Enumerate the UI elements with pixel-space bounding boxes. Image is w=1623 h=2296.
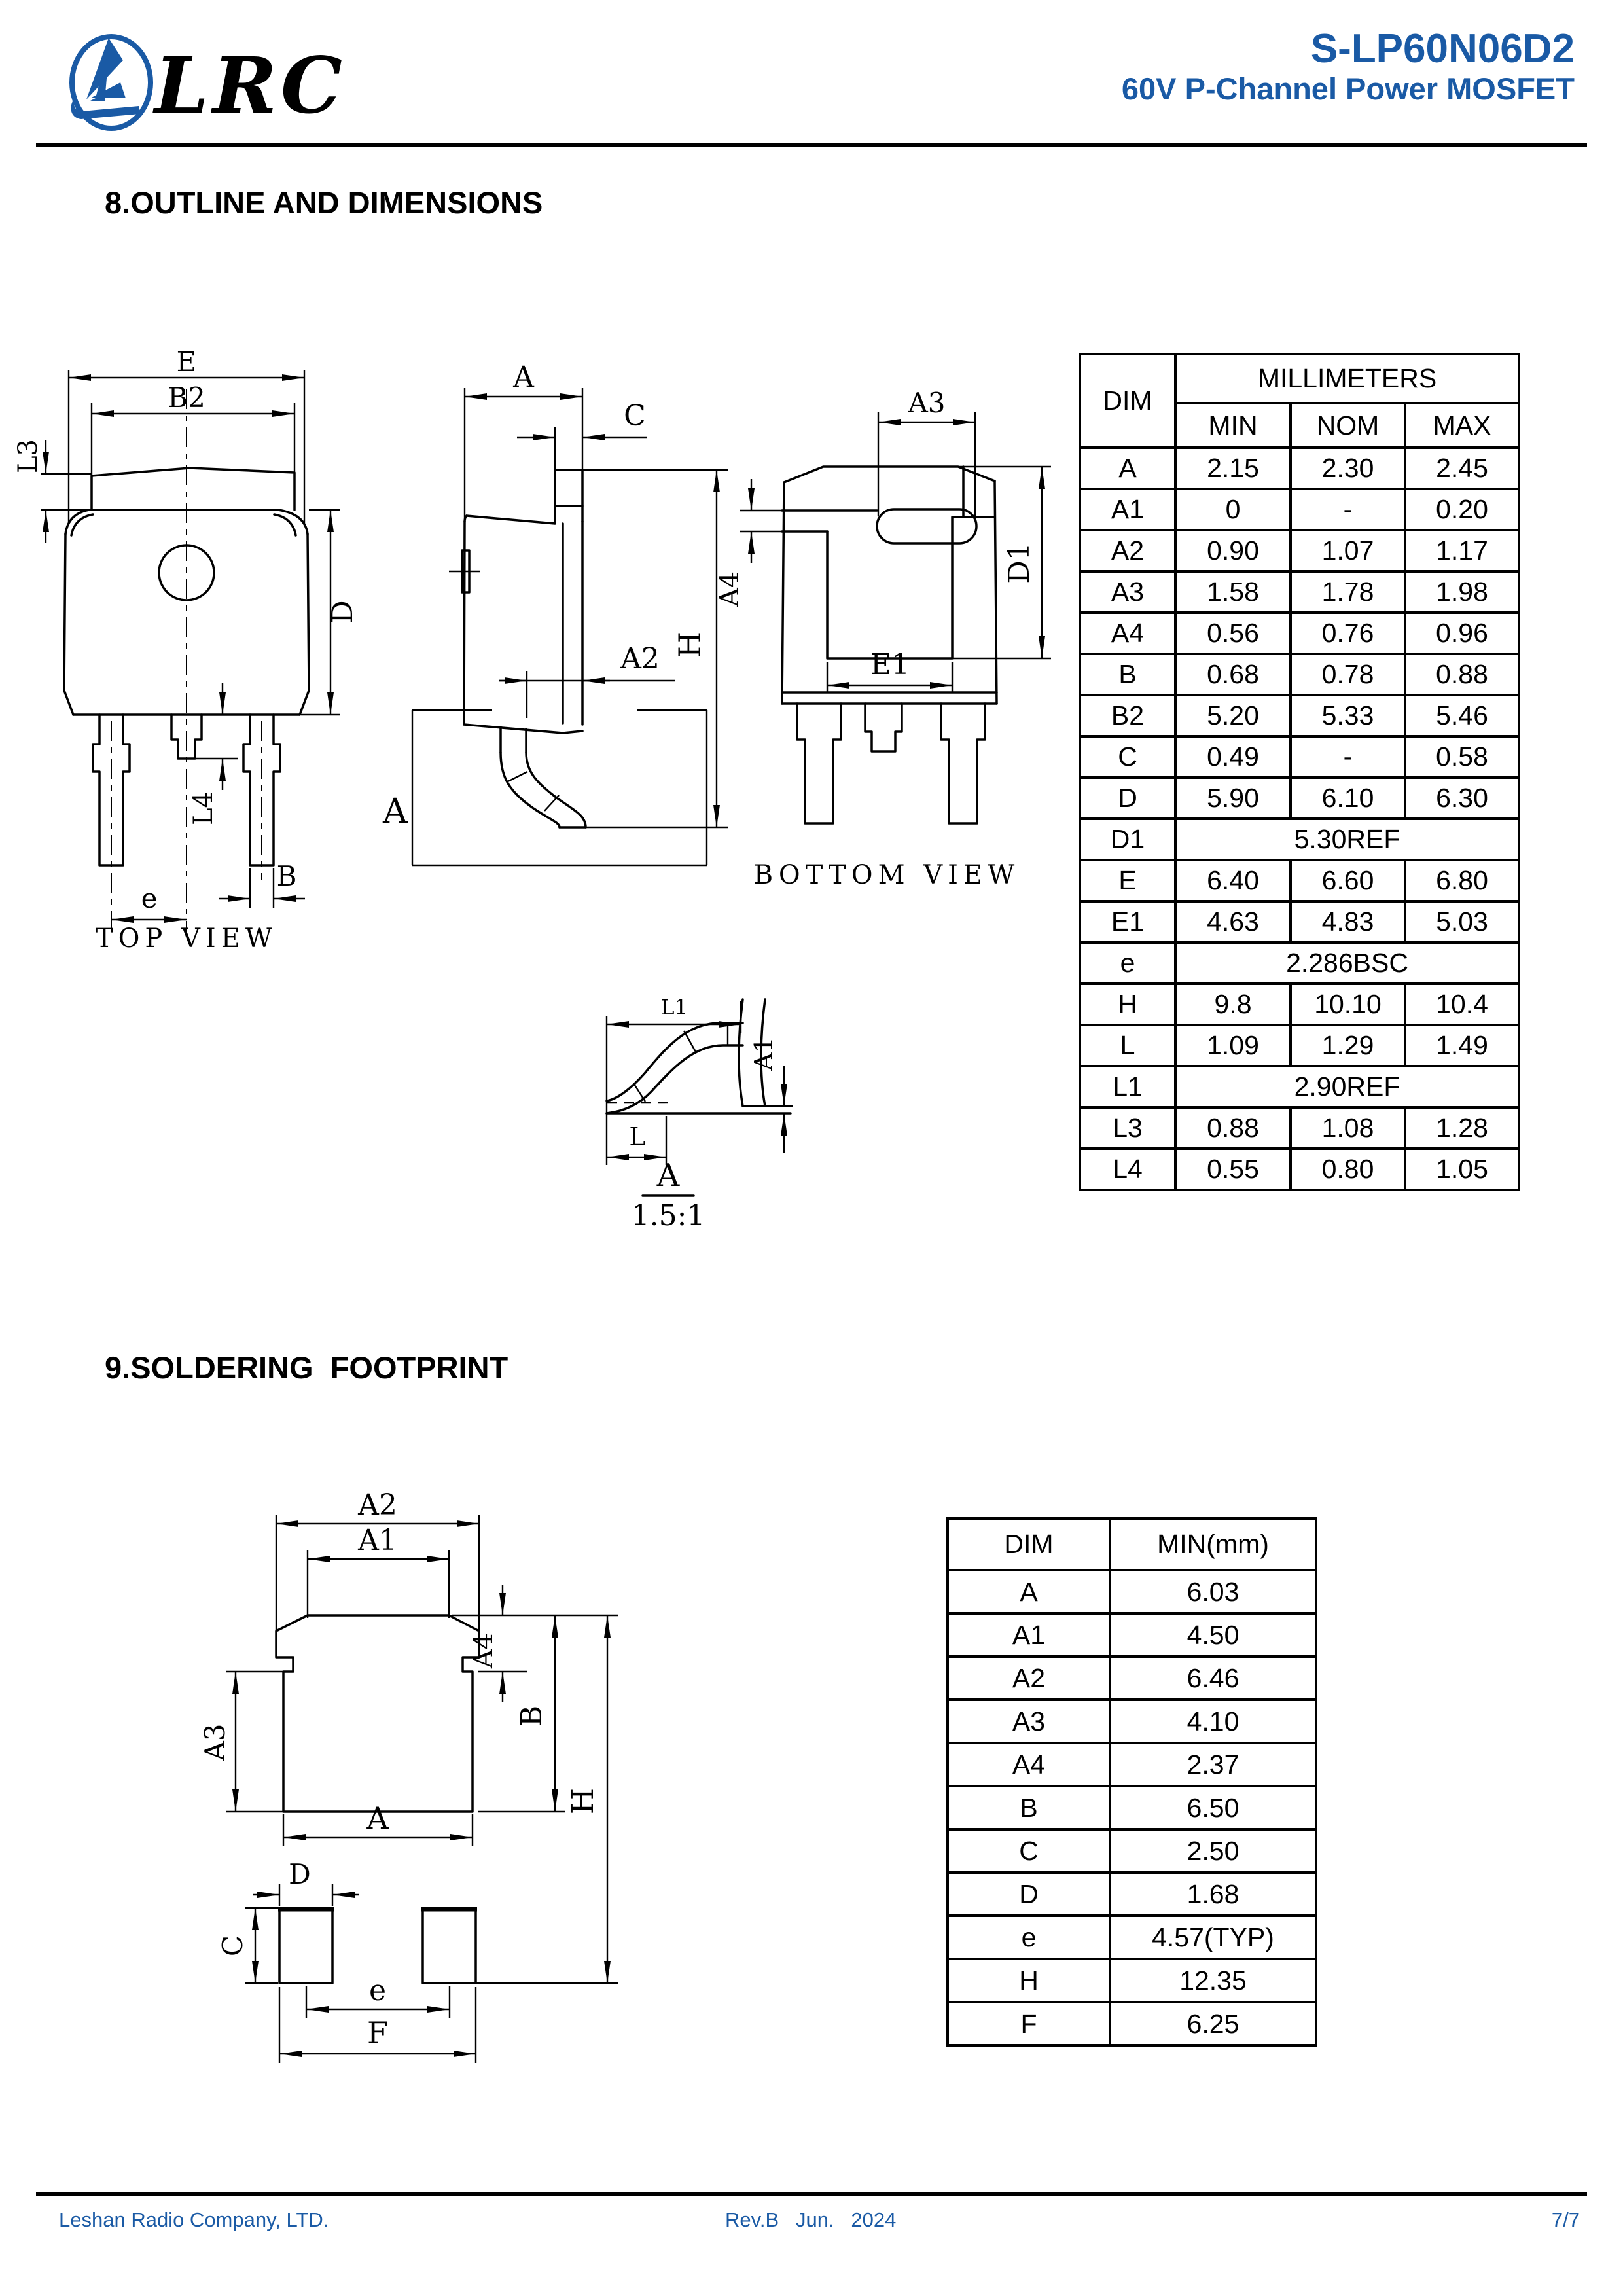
dim-table-cell: 0.58 bbox=[1405, 736, 1519, 778]
dim-table-cell: 5.90 bbox=[1175, 778, 1291, 819]
outline-table-row bbox=[1080, 1149, 1519, 1190]
header-titles bbox=[1122, 27, 1575, 109]
dim-table-cell: 5.46 bbox=[1405, 695, 1519, 736]
dim-table-cell: 2.90REF bbox=[1175, 1066, 1519, 1107]
dim-table-cell: 1.09 bbox=[1175, 1025, 1291, 1066]
bottom-view-package-outline bbox=[782, 467, 997, 823]
dim-table-cell: A3 bbox=[948, 1700, 1110, 1743]
dim-table-cell: 6.03 bbox=[1110, 1570, 1316, 1613]
footprint-table-row bbox=[948, 1916, 1316, 1959]
dim-table-cell: e bbox=[948, 1916, 1110, 1959]
dim-table-cell: D bbox=[948, 1873, 1110, 1916]
dim-table-cell: A2 bbox=[948, 1657, 1110, 1700]
footer-company: Leshan Radio Company, LTD. bbox=[59, 2208, 329, 2231]
dim-table-cell: A bbox=[948, 1570, 1110, 1613]
outline-table-row bbox=[1080, 489, 1519, 530]
dim-table-cell: 4.57(TYP) bbox=[1110, 1916, 1316, 1959]
section-8-heading: 8.OUTLINE AND DIMENSIONS bbox=[105, 185, 543, 220]
outline-table-row bbox=[1080, 654, 1519, 695]
top-view-drawing bbox=[13, 346, 366, 954]
footprint-dimensions bbox=[199, 1488, 618, 2063]
dim-label-C-side: C bbox=[624, 399, 646, 433]
outline-table-row bbox=[1080, 530, 1519, 571]
outline-table-row bbox=[1080, 613, 1519, 654]
fp-label-C: C bbox=[217, 1935, 249, 1957]
dim-table-cell: L4 bbox=[1080, 1149, 1175, 1190]
dim-label-D: D bbox=[326, 600, 359, 624]
dim-table-cell: 0.88 bbox=[1175, 1107, 1291, 1149]
dim-table-cell: 0.90 bbox=[1175, 530, 1291, 571]
dim-table-cell: 12.35 bbox=[1110, 1959, 1316, 2002]
dim-table-cell: 1.58 bbox=[1175, 571, 1291, 613]
dim-table-cell: A bbox=[1080, 448, 1175, 489]
dim-table-cell: 0.78 bbox=[1291, 654, 1405, 695]
footprint-table-row bbox=[948, 1786, 1316, 1829]
dim-label-E: E bbox=[176, 346, 197, 378]
dim-label-H-side: H bbox=[672, 631, 707, 658]
top-view-package-outline bbox=[64, 389, 309, 931]
dim-table-cell: 6.30 bbox=[1405, 778, 1519, 819]
bottom-view-caption: BOTTOM VIEW bbox=[753, 860, 1020, 890]
dim-table-cell: A3 bbox=[1080, 571, 1175, 613]
dim-table-cell: 1.08 bbox=[1291, 1107, 1405, 1149]
fp-label-D: D bbox=[289, 1858, 311, 1890]
dim-table-cell: 9.8 bbox=[1175, 984, 1291, 1025]
dim-table-cell: D1 bbox=[1080, 819, 1175, 860]
footprint-table-row bbox=[948, 1570, 1316, 1613]
dim-table-cell: 6.60 bbox=[1291, 860, 1405, 901]
dim-table-cell: 1.49 bbox=[1405, 1025, 1519, 1066]
dim-label-L: L bbox=[629, 1122, 646, 1151]
dim-table-cell: 2.30 bbox=[1291, 448, 1405, 489]
dim-table-cell: e bbox=[1080, 942, 1175, 984]
dim-table-cell: B bbox=[1080, 654, 1175, 695]
dim-table-cell: 6.40 bbox=[1175, 860, 1291, 901]
dim-label-E1-bottom: E1 bbox=[870, 648, 910, 681]
footprint-table-row bbox=[948, 2002, 1316, 2045]
outline-table-row bbox=[1080, 695, 1519, 736]
lrc-logo bbox=[71, 21, 437, 145]
dim-label-A4-bottom: A4 bbox=[715, 571, 745, 607]
outline-table-row bbox=[1080, 778, 1519, 819]
dim-table-cell: 1.07 bbox=[1291, 530, 1405, 571]
dim-label-A1: A1 bbox=[749, 1037, 778, 1071]
dim-table-cell: 0.76 bbox=[1291, 613, 1405, 654]
dim-table-cell: 2.37 bbox=[1110, 1743, 1316, 1786]
footprint-table-body bbox=[948, 1570, 1316, 2045]
outline-table-header-nom: NOM bbox=[1291, 403, 1405, 448]
dim-table-cell: C bbox=[948, 1829, 1110, 1873]
dim-table-cell: L bbox=[1080, 1025, 1175, 1066]
fp-label-A: A bbox=[366, 1801, 389, 1836]
dim-table-cell: - bbox=[1291, 489, 1405, 530]
dim-table-cell: B bbox=[948, 1786, 1110, 1829]
outline-table-row bbox=[1080, 942, 1519, 984]
dim-table-cell: 6.46 bbox=[1110, 1657, 1316, 1700]
fp-label-A3: A3 bbox=[199, 1723, 231, 1761]
fp-label-B: B bbox=[515, 1705, 548, 1727]
footprint-table-header-dim: DIM bbox=[948, 1518, 1110, 1570]
fp-label-F: F bbox=[367, 2015, 388, 2051]
dim-table-cell: F bbox=[948, 2002, 1110, 2045]
outline-table-body bbox=[1080, 448, 1519, 1190]
outline-table-row bbox=[1080, 736, 1519, 778]
logo-text: LRC bbox=[154, 40, 346, 131]
fp-label-e: e bbox=[368, 1974, 387, 2007]
footprint-table-header-min: MIN(mm) bbox=[1110, 1518, 1316, 1570]
dim-label-B: B bbox=[276, 860, 297, 892]
dim-label-e: e bbox=[141, 882, 158, 914]
side-view-package-outline bbox=[449, 470, 586, 827]
dim-table-cell: A4 bbox=[1080, 613, 1175, 654]
detail-scale-label: 1.5:1 bbox=[631, 1199, 705, 1232]
outline-table-row bbox=[1080, 1066, 1519, 1107]
footprint-table-row bbox=[948, 1873, 1316, 1916]
part-number: S-LP60N06D2 bbox=[1310, 26, 1575, 71]
outline-table-row bbox=[1080, 1107, 1519, 1149]
outline-table-row bbox=[1080, 448, 1519, 489]
outline-table-row bbox=[1080, 984, 1519, 1025]
footer-revision: Rev.B Jun. 2024 bbox=[725, 2208, 897, 2231]
outline-table-row bbox=[1080, 819, 1519, 860]
dim-table-cell: 4.63 bbox=[1175, 901, 1291, 942]
dim-table-cell: 1.98 bbox=[1405, 571, 1519, 613]
detail-dimensions bbox=[607, 995, 793, 1165]
dim-table-cell: 4.50 bbox=[1110, 1613, 1316, 1657]
footer-divider bbox=[36, 2192, 1587, 2196]
footprint-table-row bbox=[948, 1613, 1316, 1657]
dim-table-cell: 0.56 bbox=[1175, 613, 1291, 654]
dim-table-cell: - bbox=[1291, 736, 1405, 778]
dim-table-cell: C bbox=[1080, 736, 1175, 778]
dim-table-cell: 0.49 bbox=[1175, 736, 1291, 778]
dim-table-cell: 4.10 bbox=[1110, 1700, 1316, 1743]
dim-table-cell: 2.45 bbox=[1405, 448, 1519, 489]
section-9-heading: 9.SOLDERING FOOTPRINT bbox=[105, 1350, 508, 1385]
dim-table-cell: 0.55 bbox=[1175, 1149, 1291, 1190]
dim-table-cell: L1 bbox=[1080, 1066, 1175, 1107]
outline-table-header-dim: DIM bbox=[1080, 354, 1175, 448]
dim-label-A2-side: A2 bbox=[620, 642, 660, 675]
dim-table-cell: 0.68 bbox=[1175, 654, 1291, 695]
dim-label-A-side: A bbox=[513, 361, 534, 394]
dim-table-cell: 0.20 bbox=[1405, 489, 1519, 530]
fp-label-A2: A2 bbox=[358, 1488, 397, 1522]
outline-table-row bbox=[1080, 1025, 1519, 1066]
footprint-table-row bbox=[948, 1829, 1316, 1873]
dim-label-D1-bottom: D1 bbox=[1003, 542, 1036, 584]
dim-table-cell: 1.05 bbox=[1405, 1149, 1519, 1190]
footprint-table-row bbox=[948, 1743, 1316, 1786]
dim-label-L3: L3 bbox=[13, 439, 43, 474]
dim-table-cell: 10.10 bbox=[1291, 984, 1405, 1025]
dim-table-cell: 2.50 bbox=[1110, 1829, 1316, 1873]
dim-table-cell: E bbox=[1080, 860, 1175, 901]
dim-label-L4: L4 bbox=[188, 791, 219, 826]
dim-table-cell: A1 bbox=[1080, 489, 1175, 530]
dim-table-cell: 5.20 bbox=[1175, 695, 1291, 736]
dim-table-cell: 6.80 bbox=[1405, 860, 1519, 901]
footprint-table-row bbox=[948, 1959, 1316, 2002]
section-label-A: A bbox=[383, 792, 408, 831]
soldering-footprint-drawing bbox=[199, 1486, 641, 2088]
outline-table-row bbox=[1080, 901, 1519, 942]
dim-table-cell: 0.88 bbox=[1405, 654, 1519, 695]
footer-page-number: 7/7 bbox=[1551, 2208, 1580, 2231]
footprint-pads bbox=[276, 1615, 479, 1983]
footprint-table bbox=[946, 1517, 1317, 2047]
fp-label-A1: A1 bbox=[358, 1524, 397, 1557]
dim-table-cell: H bbox=[1080, 984, 1175, 1025]
dim-table-cell: 0.96 bbox=[1405, 613, 1519, 654]
dim-table-cell: A4 bbox=[948, 1743, 1110, 1786]
dim-table-cell: 1.78 bbox=[1291, 571, 1405, 613]
dim-table-cell: B2 bbox=[1080, 695, 1175, 736]
top-view-caption: TOP VIEW bbox=[95, 924, 278, 954]
dim-table-cell: 6.50 bbox=[1110, 1786, 1316, 1829]
dim-table-cell: 2.286BSC bbox=[1175, 942, 1519, 984]
footprint-table-row bbox=[948, 1700, 1316, 1743]
dim-table-cell: 10.4 bbox=[1405, 984, 1519, 1025]
dim-table-cell: 1.68 bbox=[1110, 1873, 1316, 1916]
dim-table-cell: A2 bbox=[1080, 530, 1175, 571]
dim-label-A3-bottom: A3 bbox=[908, 387, 946, 419]
dim-table-cell: 0 bbox=[1175, 489, 1291, 530]
dim-table-cell: H bbox=[948, 1959, 1110, 2002]
dim-table-cell: 2.15 bbox=[1175, 448, 1291, 489]
outline-table-row bbox=[1080, 571, 1519, 613]
lead-detail-drawing bbox=[582, 982, 805, 1257]
detail-section-label: A bbox=[656, 1157, 680, 1194]
dim-table-cell: 6.25 bbox=[1110, 2002, 1316, 2045]
outline-table-header-group: MILLIMETERS bbox=[1175, 354, 1519, 403]
dim-table-cell: 1.17 bbox=[1405, 530, 1519, 571]
outline-table-header-max: MAX bbox=[1405, 403, 1519, 448]
header-divider bbox=[36, 143, 1587, 147]
dim-table-cell: 0.80 bbox=[1291, 1149, 1405, 1190]
dim-table-cell: 5.30REF bbox=[1175, 819, 1519, 860]
dim-table-cell: 1.28 bbox=[1405, 1107, 1519, 1149]
dim-table-cell: E1 bbox=[1080, 901, 1175, 942]
bottom-view-drawing bbox=[715, 367, 1060, 903]
dim-table-cell: 5.03 bbox=[1405, 901, 1519, 942]
detail-caption bbox=[632, 1157, 705, 1232]
dim-table-cell: 5.33 bbox=[1291, 695, 1405, 736]
dim-table-cell: A1 bbox=[948, 1613, 1110, 1657]
part-subtitle: 60V P-Channel Power MOSFET bbox=[1121, 71, 1575, 107]
dim-label-B2: B2 bbox=[168, 382, 205, 414]
dim-label-L1: L1 bbox=[660, 995, 688, 1020]
dim-table-cell: 6.10 bbox=[1291, 778, 1405, 819]
dim-table-cell: L3 bbox=[1080, 1107, 1175, 1149]
footprint-table-row bbox=[948, 1657, 1316, 1700]
fp-label-H: H bbox=[565, 1787, 600, 1815]
side-view-dimensions bbox=[465, 361, 728, 827]
outline-table-row bbox=[1080, 860, 1519, 901]
dim-table-cell: 4.83 bbox=[1291, 901, 1405, 942]
outline-dimensions-table bbox=[1079, 353, 1520, 1191]
outline-table-header-min: MIN bbox=[1175, 403, 1291, 448]
dim-table-cell: D bbox=[1080, 778, 1175, 819]
fp-label-A4: A4 bbox=[469, 1632, 499, 1669]
dim-table-cell: 1.29 bbox=[1291, 1025, 1405, 1066]
